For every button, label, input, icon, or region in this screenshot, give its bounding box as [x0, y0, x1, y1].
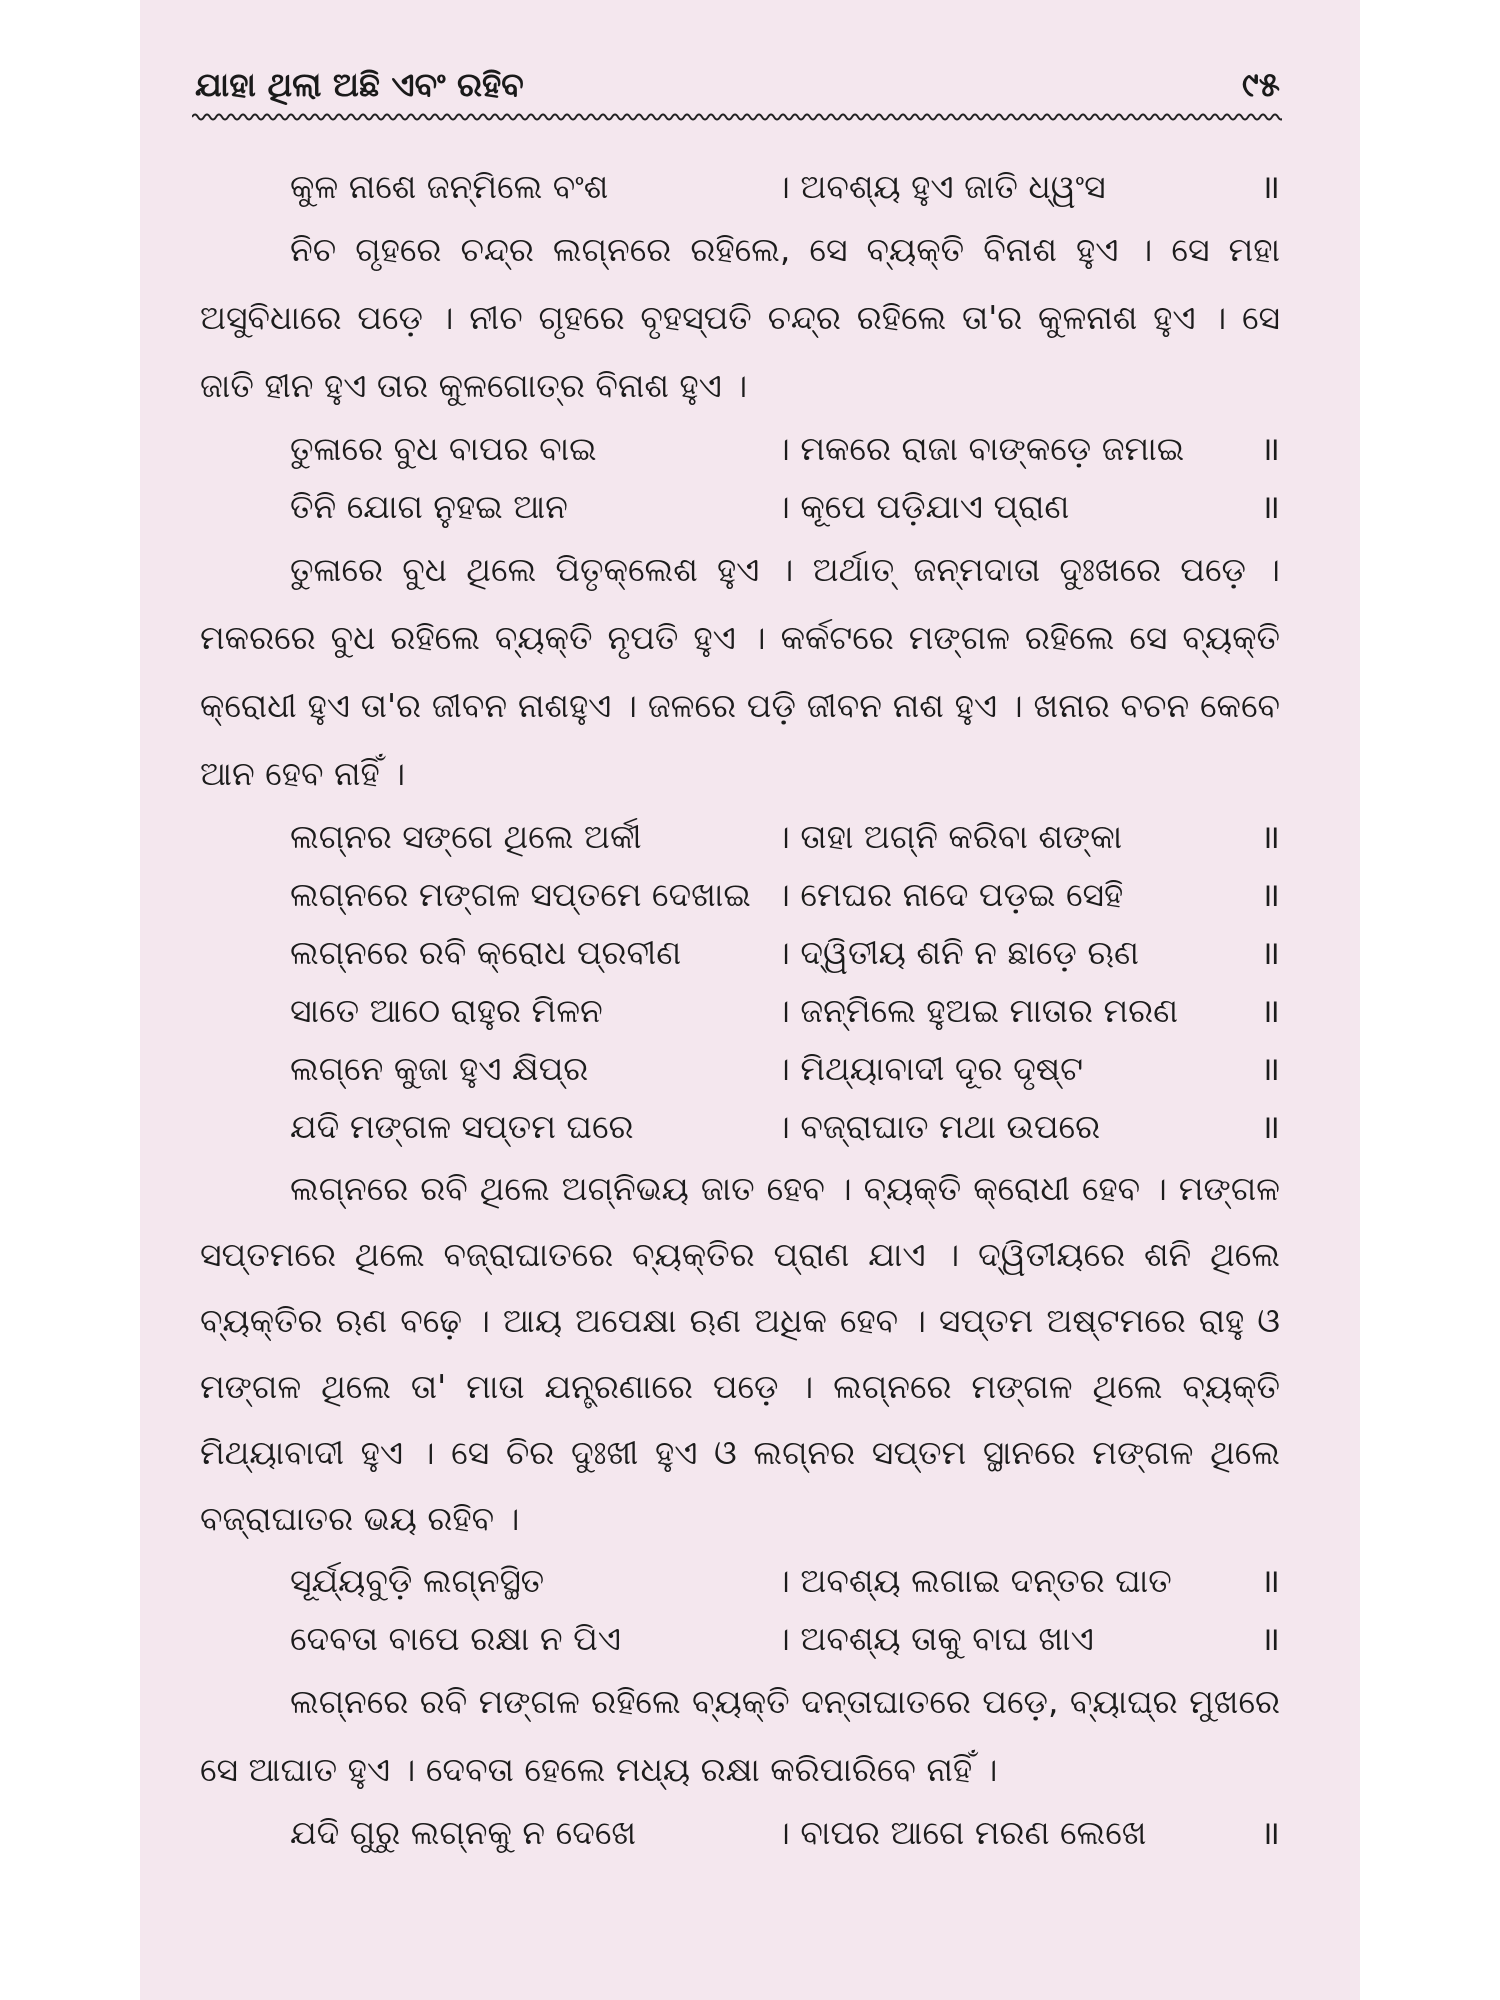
verse-second-half: । ମକରେ ରାଜା ବାଙ୍କଡ଼େ ଜମାଇ — [775, 429, 1185, 468]
double-danda: ॥ — [1260, 1049, 1280, 1088]
verse-first-half: କୁଳ ନାଶେ ଜନ୍ମିଲେ ବଂଶ — [290, 167, 609, 206]
verse-line — [200, 1552, 1280, 1610]
double-danda: ॥ — [1260, 429, 1280, 468]
verse-line — [200, 1098, 1280, 1156]
prose-paragraph: ଲଗ୍ନରେ ରବି ମଙ୍ଗଳ ରହିଲେ ବ୍ୟକ୍ତି ଦନ୍ତାଘାତରେ ପଡ଼େ, ବ୍ୟାଘ୍ର ମୁଖରେ ସେ ଆଘାତ ହୁଏ । ଦେବତା ହେଲେ ମଧ୍ୟ ରକ୍ଷା କରିପାରିବେ ନାହିଁ । — [200, 1682, 1280, 1789]
verse-first-half: ଲଗ୍ନର ସଙ୍ଗେ ଥିଲେ ଅର୍କୀ — [290, 817, 642, 856]
verse-second-half: । ବାପର ଆଗେ ମରଣ ଲେଖେ — [775, 1813, 1147, 1852]
verse-second-half: । ମେଘର ନାଦେ ପଡ଼ଇ ସେହି — [775, 875, 1124, 914]
verse-first-half: ସାତେ ଆଠେ ରାହୁର ମିଳନ — [290, 991, 603, 1030]
verse-line — [200, 158, 1280, 216]
verse-second-half: । ଅବଶ୍ୟ ତାକୁ ବାଘ ଖାଏ — [775, 1619, 1094, 1658]
double-danda: ॥ — [1260, 1107, 1280, 1146]
header-wavy-rule — [192, 110, 1282, 124]
verse-line — [200, 420, 1280, 478]
verse-first-half: ସୂର୍ଯ୍ୟବୁଡ଼ି ଲଗ୍ନସ୍ଥିତ — [290, 1561, 545, 1600]
double-danda: ॥ — [1260, 875, 1280, 914]
verse-second-half: । ଅବଶ୍ୟ ଲଗାଇ ଦନ୍ତର ଘାତ — [775, 1561, 1172, 1600]
verse-second-half: । କୂପେ ପଡ଼ିଯାଏ ପ୍ରାଣ — [775, 487, 1070, 526]
verse-second-half: । ମିଥ୍ୟାବାଦୀ ଦୂର ଦୃଷ୍ଟ — [775, 1049, 1084, 1088]
double-danda: ॥ — [1260, 991, 1280, 1030]
verse-second-half: । ବଜ୍ରାଘାତ ମଥା ଉପରେ — [775, 1107, 1101, 1146]
prose-paragraph: ଲଗ୍ନରେ ରବି ଥିଲେ ଅଗ୍ନିଭୟ ଜାତ ହେବ । ବ୍ୟକ୍ତି କ୍ରୋଧୀ ହେବ । ମଙ୍ଗଳ ସପ୍ତମରେ ଥିଲେ ବଜ୍ରାଘାତରେ ବ୍ୟକ୍ତିର ପ୍ରାଣ ଯାଏ । ଦ୍ୱିତୀୟରେ ଶନି ଥିଲେ ବ୍ୟକ୍ତିର ଋଣ ବଢ଼େ । ଆୟ ଅପେକ୍ଷା ଋଣ ଅଧିକ ହେବ । ସପ୍ତମ ଅଷ୍ଟମରେ ରାହୁ ଓ ମଙ୍ଗଳ ଥିଲେ ତା' ମାତା ଯନ୍ତ୍ରଣାରେ ପଡ଼େ । ଲଗ୍ନରେ ମଙ୍ଗଳ ଥିଲେ ବ୍ୟକ୍ତି ମିଥ୍ୟାବାଦୀ ହୁଏ । ସେ ଚିର ଦୁଃଖୀ ହୁଏ ଓ ଲଗ୍ନର ସପ୍ତମ ସ୍ଥାନରେ ମଙ୍ଗଳ ଥିଲେ ବଜ୍ରାଘାତର ଭୟ ରହିବ । — [200, 1169, 1280, 1538]
verse-line — [200, 1610, 1280, 1668]
verse-line — [200, 478, 1280, 536]
verse-first-half: ଦେବତା ବାପେ ରକ୍ଷା ନ ପିଏ — [290, 1619, 622, 1658]
prose-paragraph: ନିଚ ଗୃହରେ ଚନ୍ଦ୍ର ଲଗ୍ନରେ ରହିଲେ, ସେ ବ୍ୟକ୍ତି ବିନାଶ ହୁଏ । ସେ ମହା ଅସୁବିଧାରେ ପଡ଼େ । ନୀଚ ଗୃହରେ ବୃହସ୍ପତି ଚନ୍ଦ୍ର ରହିଲେ ତା'ର କୁଳନାଶ ହୁଏ । ସେ ଜାତି ହୀନ ହୁଏ ତାର କୁଳଗୋତ୍ର ବିନାଶ ହୁଏ । — [200, 230, 1280, 405]
verse-line — [200, 808, 1280, 866]
double-danda: ॥ — [1260, 487, 1280, 526]
verse-line — [200, 866, 1280, 924]
verse-second-half: । ଅବଶ୍ୟ ହୁଏ ଜାତି ଧ୍ୱଂସ — [775, 167, 1106, 206]
page-body — [200, 158, 1280, 1862]
verse-line — [200, 982, 1280, 1040]
double-danda: ॥ — [1260, 817, 1280, 856]
double-danda: ॥ — [1260, 167, 1280, 206]
running-title: ଯାହା ଥିଲା ଅଛି ଏବଂ ରହିବ — [195, 65, 524, 104]
page-header — [195, 60, 1280, 110]
double-danda: ॥ — [1260, 1619, 1280, 1658]
double-danda: ॥ — [1260, 1813, 1280, 1852]
verse-first-half: ତୁଳାରେ ବୁଧ ବାପର ବାଇ — [290, 429, 597, 468]
verse-first-half: ଯଦି ଗୁରୁ ଲଗ୍ନକୁ ନ ଦେଖେ — [290, 1813, 637, 1852]
verse-first-half: ଯଦି ମଙ୍ଗଳ ସପ୍ତମ ଘରେ — [290, 1107, 634, 1146]
double-danda: ॥ — [1260, 1561, 1280, 1600]
verse-line — [200, 924, 1280, 982]
verse-first-half: ଲଗ୍ନେ କୁଜା ହୁଏ କ୍ଷିପ୍ର — [290, 1049, 589, 1088]
verse-second-half: । ଜନ୍ମିଲେ ହୁଅଇ ମାତାର ମରଣ — [775, 991, 1179, 1030]
verse-second-half: । ଦ୍ୱିତୀୟ ଶନି ନ ଛାଡ଼େ ଋଣ — [775, 933, 1139, 972]
double-danda: ॥ — [1260, 933, 1280, 972]
verse-first-half: ଲଗ୍ନରେ ମଙ୍ଗଳ ସପ୍ତମେ ଦେଖାଇ — [290, 875, 751, 914]
verse-line — [200, 1804, 1280, 1862]
page-number: ୯୫ — [1241, 65, 1280, 105]
prose-paragraph: ତୁଳାରେ ବୁଧ ଥିଲେ ପିତୃକ୍ଲେଶ ହୁଏ । ଅର୍ଥାତ୍ ଜନ୍ମଦାତା ଦୁଃଖରେ ପଡ଼େ । ମକରରେ ବୁଧ ରହିଲେ ବ୍ୟକ୍ତି ନୃପତି ହୁଏ । କର୍କଟରେ ମଙ୍ଗଳ ରହିଲେ ସେ ବ୍ୟକ୍ତି କ୍ରୋଧୀ ହୁଏ ତା'ର ଜୀବନ ନାଶହୁଏ । ଜଳରେ ପଡ଼ି ଜୀବନ ନାଶ ହୁଏ । ଖନାର ବଚନ କେବେ ଆନ ହେବ ନାହିଁ । — [200, 550, 1280, 793]
verse-line — [200, 1040, 1280, 1098]
verse-first-half: ତିନି ଯୋଗ ନୁହଇ ଆନ — [290, 487, 568, 526]
verse-second-half: । ତାହା ଅଗ୍ନି କରିବା ଶଙ୍କା — [775, 817, 1123, 856]
verse-first-half: ଲଗ୍ନରେ ରବି କ୍ରୋଧ ପ୍ରବୀଣ — [290, 933, 682, 972]
